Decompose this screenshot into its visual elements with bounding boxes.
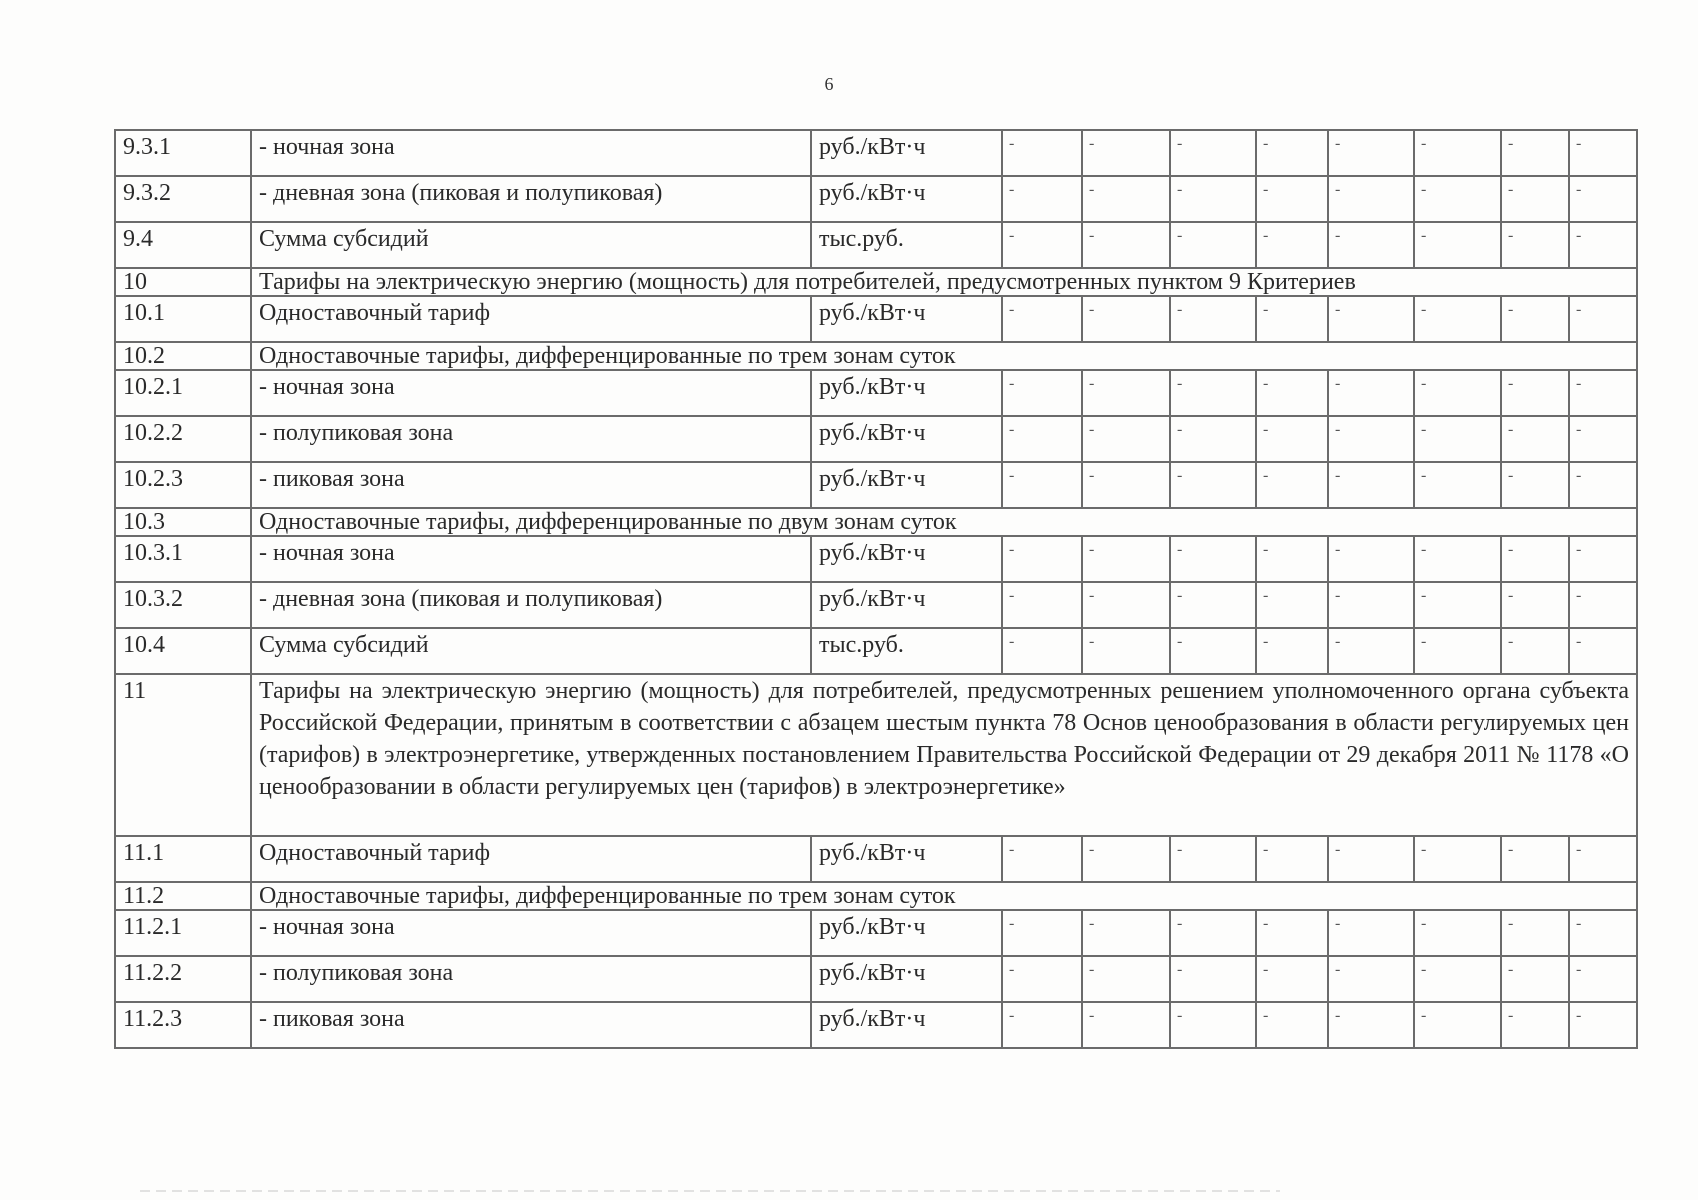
value-cell: -	[1082, 222, 1170, 268]
value-cell: -	[1328, 370, 1414, 416]
value-cell: -	[1082, 536, 1170, 582]
value-cell: -	[1002, 536, 1082, 582]
value-cell: -	[1414, 462, 1501, 508]
row-number: 11.1	[115, 836, 251, 882]
value-cell: -	[1328, 836, 1414, 882]
row-name: - полупиковая зона	[251, 956, 811, 1002]
value-cell: -	[1328, 462, 1414, 508]
row-number: 10.1	[115, 296, 251, 342]
row-number: 9.4	[115, 222, 251, 268]
value-cell: -	[1569, 582, 1637, 628]
value-cell: -	[1082, 910, 1170, 956]
row-unit: руб./кВт·ч	[811, 416, 1002, 462]
row-name: - пиковая зона	[251, 1002, 811, 1048]
value-cell: -	[1501, 462, 1569, 508]
value-cell: -	[1082, 176, 1170, 222]
value-cell: -	[1170, 416, 1256, 462]
value-cell: -	[1002, 296, 1082, 342]
value-cell: -	[1501, 628, 1569, 674]
value-cell: -	[1328, 416, 1414, 462]
value-cell: -	[1501, 582, 1569, 628]
table-row	[115, 370, 1637, 416]
value-cell: -	[1501, 536, 1569, 582]
row-number: 11.2.1	[115, 910, 251, 956]
value-cell: -	[1501, 416, 1569, 462]
value-cell: -	[1328, 222, 1414, 268]
value-cell: -	[1170, 176, 1256, 222]
value-cell: -	[1569, 628, 1637, 674]
value-cell: -	[1501, 370, 1569, 416]
row-name: - дневная зона (пиковая и полупиковая)	[251, 176, 811, 222]
tariff-table	[114, 129, 1638, 1049]
row-number: 11.2	[115, 882, 251, 910]
table-row	[115, 462, 1637, 508]
row-number: 11.2.2	[115, 956, 251, 1002]
row-unit: руб./кВт·ч	[811, 582, 1002, 628]
row-unit: руб./кВт·ч	[811, 536, 1002, 582]
value-cell: -	[1002, 222, 1082, 268]
row-number: 10.4	[115, 628, 251, 674]
section-title: Одноставочные тарифы, дифференцированные по трем зонам суток	[251, 342, 1637, 370]
page-number: 6	[824, 74, 834, 94]
row-unit: руб./кВт·ч	[811, 176, 1002, 222]
value-cell: -	[1256, 296, 1328, 342]
value-cell: -	[1002, 910, 1082, 956]
row-number: 11	[115, 674, 251, 836]
section-title: Одноставочные тарифы, дифференцированные по двум зонам суток	[251, 508, 1637, 536]
value-cell: -	[1501, 296, 1569, 342]
value-cell: -	[1256, 416, 1328, 462]
value-cell: -	[1082, 296, 1170, 342]
row-name: Одноставочный тариф	[251, 836, 811, 882]
value-cell: -	[1002, 582, 1082, 628]
value-cell: -	[1082, 1002, 1170, 1048]
value-cell: -	[1328, 582, 1414, 628]
value-cell: -	[1256, 582, 1328, 628]
value-cell: -	[1256, 176, 1328, 222]
value-cell: -	[1256, 130, 1328, 176]
row-name: - ночная зона	[251, 130, 811, 176]
value-cell: -	[1414, 130, 1501, 176]
table-row	[115, 836, 1637, 882]
value-cell: -	[1170, 130, 1256, 176]
row-unit: руб./кВт·ч	[811, 910, 1002, 956]
scan-artifact	[140, 1190, 1280, 1192]
value-cell: -	[1414, 836, 1501, 882]
value-cell: -	[1170, 956, 1256, 1002]
row-unit: руб./кВт·ч	[811, 956, 1002, 1002]
value-cell: -	[1256, 462, 1328, 508]
value-cell: -	[1170, 462, 1256, 508]
value-cell: -	[1082, 130, 1170, 176]
value-cell: -	[1501, 956, 1569, 1002]
value-cell: -	[1170, 296, 1256, 342]
value-cell: -	[1414, 222, 1501, 268]
value-cell: -	[1002, 416, 1082, 462]
section-row	[115, 674, 1637, 836]
value-cell: -	[1256, 1002, 1328, 1048]
value-cell: -	[1414, 296, 1501, 342]
row-unit: руб./кВт·ч	[811, 1002, 1002, 1048]
table-row	[115, 910, 1637, 956]
row-number: 10	[115, 268, 251, 296]
section-title: Одноставочные тарифы, дифференцированные по трем зонам суток	[251, 882, 1637, 910]
row-number: 9.3.2	[115, 176, 251, 222]
section-row	[115, 882, 1637, 910]
value-cell: -	[1328, 628, 1414, 674]
row-unit: тыс.руб.	[811, 222, 1002, 268]
value-cell: -	[1170, 628, 1256, 674]
value-cell: -	[1082, 462, 1170, 508]
table-row	[115, 222, 1637, 268]
row-name: - ночная зона	[251, 910, 811, 956]
table-row	[115, 956, 1637, 1002]
row-unit: руб./кВт·ч	[811, 462, 1002, 508]
value-cell: -	[1002, 1002, 1082, 1048]
row-number: 10.3	[115, 508, 251, 536]
value-cell: -	[1170, 370, 1256, 416]
table-body	[115, 130, 1637, 1048]
value-cell: -	[1414, 1002, 1501, 1048]
value-cell: -	[1082, 628, 1170, 674]
value-cell: -	[1256, 628, 1328, 674]
value-cell: -	[1002, 370, 1082, 416]
section-row	[115, 268, 1637, 296]
table-row	[115, 582, 1637, 628]
value-cell: -	[1082, 370, 1170, 416]
value-cell: -	[1569, 956, 1637, 1002]
value-cell: -	[1328, 176, 1414, 222]
row-name: - дневная зона (пиковая и полупиковая)	[251, 582, 811, 628]
value-cell: -	[1414, 176, 1501, 222]
row-number: 9.3.1	[115, 130, 251, 176]
value-cell: -	[1002, 628, 1082, 674]
value-cell: -	[1501, 176, 1569, 222]
table-row	[115, 296, 1637, 342]
value-cell: -	[1569, 222, 1637, 268]
row-unit: руб./кВт·ч	[811, 836, 1002, 882]
value-cell: -	[1002, 836, 1082, 882]
value-cell: -	[1082, 582, 1170, 628]
value-cell: -	[1256, 222, 1328, 268]
value-cell: -	[1569, 910, 1637, 956]
value-cell: -	[1002, 956, 1082, 1002]
value-cell: -	[1170, 582, 1256, 628]
value-cell: -	[1569, 836, 1637, 882]
row-unit: руб./кВт·ч	[811, 370, 1002, 416]
value-cell: -	[1170, 836, 1256, 882]
value-cell: -	[1501, 836, 1569, 882]
row-unit: руб./кВт·ч	[811, 296, 1002, 342]
value-cell: -	[1002, 176, 1082, 222]
row-number: 10.3.1	[115, 536, 251, 582]
value-cell: -	[1328, 130, 1414, 176]
row-name: - пиковая зона	[251, 462, 811, 508]
value-cell: -	[1414, 628, 1501, 674]
value-cell: -	[1501, 222, 1569, 268]
row-unit: руб./кВт·ч	[811, 130, 1002, 176]
table-row	[115, 536, 1637, 582]
value-cell: -	[1569, 1002, 1637, 1048]
value-cell: -	[1256, 370, 1328, 416]
value-cell: -	[1569, 176, 1637, 222]
value-cell: -	[1170, 536, 1256, 582]
value-cell: -	[1569, 462, 1637, 508]
value-cell: -	[1414, 910, 1501, 956]
value-cell: -	[1328, 956, 1414, 1002]
value-cell: -	[1256, 910, 1328, 956]
table-row	[115, 176, 1637, 222]
row-name: Сумма субсидий	[251, 628, 811, 674]
value-cell: -	[1501, 130, 1569, 176]
table-row	[115, 416, 1637, 462]
value-cell: -	[1414, 582, 1501, 628]
table-row	[115, 628, 1637, 674]
value-cell: -	[1569, 416, 1637, 462]
value-cell: -	[1328, 536, 1414, 582]
value-cell: -	[1170, 910, 1256, 956]
row-number: 10.2.2	[115, 416, 251, 462]
table-row	[115, 130, 1637, 176]
value-cell: -	[1328, 910, 1414, 956]
value-cell: -	[1256, 956, 1328, 1002]
value-cell: -	[1569, 536, 1637, 582]
row-name: - ночная зона	[251, 370, 811, 416]
value-cell: -	[1569, 296, 1637, 342]
value-cell: -	[1082, 956, 1170, 1002]
value-cell: -	[1414, 416, 1501, 462]
row-number: 10.2	[115, 342, 251, 370]
row-unit: тыс.руб.	[811, 628, 1002, 674]
value-cell: -	[1414, 956, 1501, 1002]
row-number: 10.2.3	[115, 462, 251, 508]
value-cell: -	[1501, 1002, 1569, 1048]
row-number: 10.3.2	[115, 582, 251, 628]
value-cell: -	[1501, 910, 1569, 956]
value-cell: -	[1414, 536, 1501, 582]
value-cell: -	[1082, 416, 1170, 462]
value-cell: -	[1082, 836, 1170, 882]
row-number: 10.2.1	[115, 370, 251, 416]
section-title: Тарифы на электрическую энергию (мощность) для потребителей, предусмотренных решением уполномоченного органа субъекта Российской Федерации, принятым в соответствии с абзацем шестым пункта 78 Основ ценообразования в области регулируемых цен (тарифов) в электроэнергетике, утвержденных постановлением Правительства Российской Федерации от 29 декабря 2011 № 1178 «О ценообразовании в области регулируемых цен (тарифов) в электроэнергетике»	[251, 674, 1637, 836]
value-cell: -	[1256, 536, 1328, 582]
row-name: - ночная зона	[251, 536, 811, 582]
value-cell: -	[1002, 462, 1082, 508]
row-number: 11.2.3	[115, 1002, 251, 1048]
value-cell: -	[1569, 130, 1637, 176]
row-name: Сумма субсидий	[251, 222, 811, 268]
section-title: Тарифы на электрическую энергию (мощность) для потребителей, предусмотренных пунктом 9 Критериев	[251, 268, 1637, 296]
value-cell: -	[1414, 370, 1501, 416]
row-name: Одноставочный тариф	[251, 296, 811, 342]
value-cell: -	[1170, 222, 1256, 268]
row-name: - полупиковая зона	[251, 416, 811, 462]
section-row	[115, 508, 1637, 536]
value-cell: -	[1170, 1002, 1256, 1048]
table-row	[115, 1002, 1637, 1048]
value-cell: -	[1002, 130, 1082, 176]
value-cell: -	[1328, 296, 1414, 342]
value-cell: -	[1256, 836, 1328, 882]
value-cell: -	[1569, 370, 1637, 416]
section-row	[115, 342, 1637, 370]
value-cell: -	[1328, 1002, 1414, 1048]
